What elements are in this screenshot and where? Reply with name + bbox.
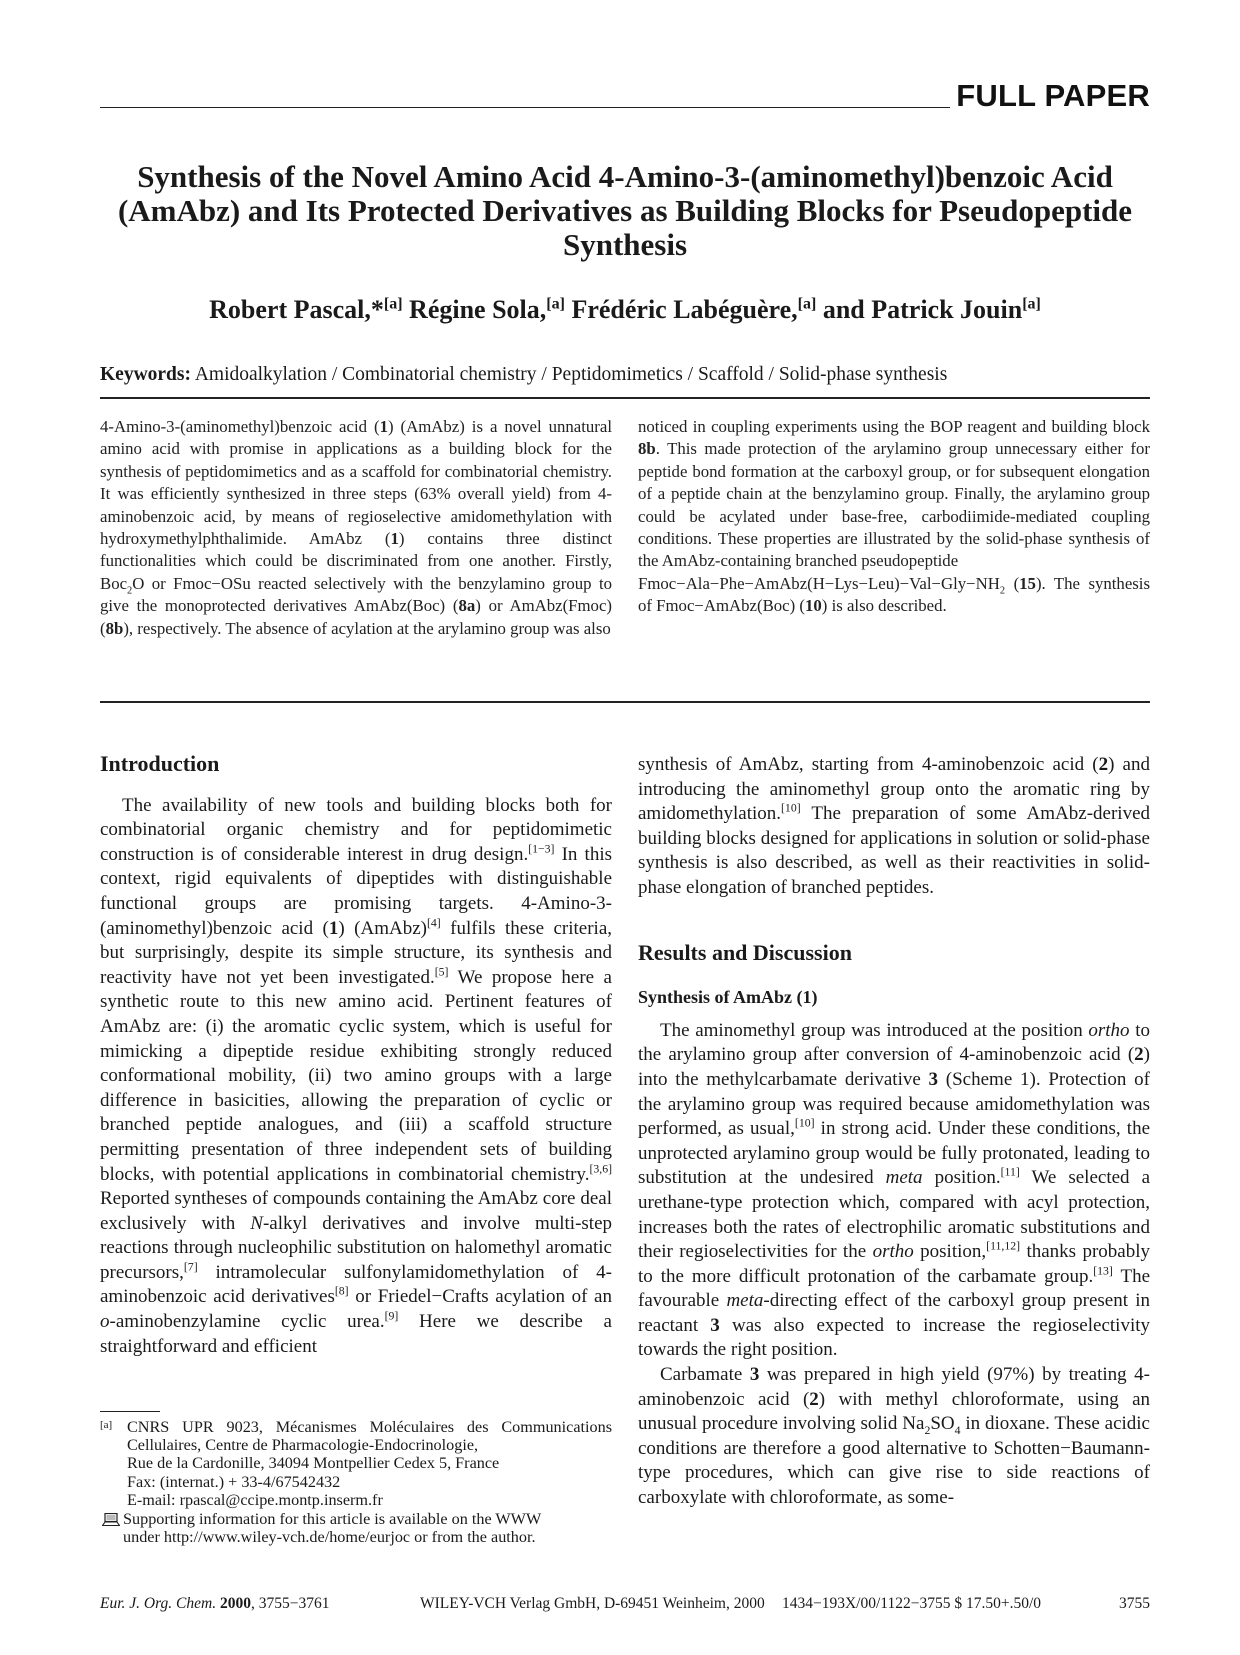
footnote-fax: Fax: (internat.) + 33-4/67542432: [127, 1472, 341, 1491]
footnote-email: E-mail: rpascal@ccipe.montp.inserm.fr: [127, 1490, 383, 1509]
journal-year: 2000: [219, 1595, 251, 1612]
footnote-address: Rue de la Cardonille, 34094 Montpellier Cedex 5, France: [127, 1454, 500, 1473]
article-title: Synthesis of the Novel Amino Acid 4-Amino-3-(aminomethyl)benzoic Acid (AmAbz) and Its Protected Derivatives as Building Blocks for Pseudopeptide Synthesis: [117, 159, 1133, 262]
footnote-mark: [a]: [100, 1419, 113, 1431]
abstract-top-rule: [100, 397, 1150, 399]
affiliation-mark: [a]: [797, 295, 817, 313]
publisher: WILEY-VCH Verlag GmbH, D-69451 Weinheim, 2000: [420, 1595, 765, 1612]
body-paragraph: Carbamate 3 was prepared in high yield (97%) by treating 4-aminobenzoic acid (2) with methyl chloroformate, using an unusual procedure involving solid $Na_2SO_4$ in dioxane. These acidic conditions are therefore a good alternative to Schotten−Baumann-type procedures, which can give rise to side reactions of carboxylate with chloroformate, as some-: [638, 1364, 1150, 1509]
body-paragraph: The aminomethyl group was introduced at the position ortho to the arylamino group after conversion of 4-aminobenzoic acid (2) into the methylcarbamate derivative 3 (Scheme 1). Protection of the arylamino group was required because amidomethylation was performed, as usual,[10] in strong acid. Under these conditions, the unprotected arylamino group would be fully protonated, leading to substitution at the undesired meta position.[11] We selected a urethane-type protection which, compared with acyl protection, increases both the rates of electrophilic aromatic substitutions and their regioselectivities for the ortho position,[11,12] thanks probably to the more difficult protonation of the carbamate group.[13] The favourable meta-directing effect of the carboxyl group present in reactant 3 was also expected to increase the regioselectivity towards the right position.: [638, 1019, 1151, 1361]
affiliation-mark: [a]: [383, 295, 403, 313]
body-paragraph: The availability of new tools and building blocks both for combinatorial organic chemistry and for peptidomimetic construction is of considerable interest in drug design.[1−3] In this context, rigid equivalents of dipeptides with distinguishable functional groups are promising targets. 4-Amino-3-(aminomethyl)benzoic acid (1) (AmAbz)[4] fulfils these criteria, but surprisingly, despite its simple structure, its synthesis and reactivity have not yet been investigated.[5] We propose here a synthetic route to this new amino acid. Pertinent features of AmAbz are: (i) the aromatic cyclic system, which is useful for mimicking a dipeptide residue exhibiting strongly reduced conformational mobility, (ii) two amino groups with a large difference in basicities, allowing the preparation of cyclic or branched peptide analogues, and (iii) a scaffold structure permitting presentation of three independent sets of building blocks, with potential applications in combinatorial chemistry.[3,6] Reported syntheses of compounds containing the AmAbz core deal exclusively with N-alkyl derivatives and involve multi-step reactions through nucleophilic substitution on halomethyl aromatic precursors,[7] intramolecular sulfonylamidomethylation of 4-aminobenzoic acid derivatives[8] or Friedel−Crafts acylation of an o-aminobenzylamine cyclic urea.[9] Here we describe a straightforward and efficient: [100, 794, 613, 1357]
body-right-column: [638, 753, 1150, 1511]
author-name: Robert Pascal,*: [209, 295, 384, 324]
author-name: and Patrick Jouin: [822, 295, 1023, 324]
abstract-paragraph: 4-Amino-3-(aminomethyl)benzoic acid (1) (AmAbz) is a novel unnatural amino acid with promise in applications as a building block for the synthesis of peptidomimetics and as a scaffold for combinatorial chemistry. It was efficiently synthesized in three steps (63% overall yield) from 4-aminobenzoic acid, by means of regioselective amidomethylation with hydroxymethylphthalimide. AmAbz (1) contains three distinct functionalities which could be discriminated from one another. Firstly, Boc$_2$O or Fmoc−OSu reacted selectively with the benzylamino group to give the monoprotected derivatives AmAbz(Boc) (8a) or AmAbz(Fmoc) (8b), respectively. The absence of acylation at the arylamino group was also: [100, 417, 613, 638]
author-name: Frédéric Labéguère,: [571, 295, 798, 324]
abstract-right-column: [638, 416, 1150, 618]
abstract-bottom-rule: [100, 701, 1150, 703]
author-list: [100, 295, 1150, 325]
supporting-info: [100, 1510, 612, 1546]
citation: [100, 1595, 329, 1613]
section-label: FULL PAPER: [956, 78, 1150, 113]
header-rule: [100, 107, 950, 108]
issn: 1434−193X/00/1122−3755 $ 17.50+.50/0: [782, 1595, 1042, 1612]
section-heading: Results and Discussion: [638, 939, 852, 965]
affiliation-mark: [a]: [546, 295, 565, 313]
footnote-rule: [100, 1411, 160, 1412]
affiliation-mark: [a]: [1022, 295, 1041, 313]
journal-pages: , 3755−3761: [250, 1595, 330, 1612]
body-left-column: [100, 752, 612, 1359]
keywords-text: Amidoalkylation / Combinatorial chemistry / Peptidomimetics / Scaffold / Solid-phase synthesis: [194, 364, 948, 385]
footnote-affiliation: CNRS UPR 9023, Mécanismes Moléculaires des Communications Cellulaires, Centre de Pharmacologie-Endocrinologie,: [127, 1418, 612, 1455]
computer-icon: [102, 1513, 120, 1526]
subsection-heading: Synthesis of AmAbz (1): [638, 987, 818, 1008]
section-heading: Introduction: [100, 751, 220, 776]
body-paragraph: synthesis of AmAbz, starting from 4-aminobenzoic acid (2) and introducing the aminomethyl group onto the aromatic ring by amidomethylation.[10] The preparation of some AmAbz-derived building blocks designed for applications in solution or solid-phase synthesis is also described, as well as their reactivities in solid-phase elongation of branched peptides.: [638, 754, 1150, 898]
supporting-info-line: under http://www.wiley-vch.de/home/eurjoc or from the author.: [123, 1528, 536, 1547]
supporting-info-line: Supporting information for this article is available on the WWW: [123, 1510, 542, 1529]
author-name: Régine Sola,: [409, 295, 547, 324]
page-number: 3755: [1119, 1595, 1150, 1612]
keywords-label: Keywords:: [100, 364, 191, 385]
abstract-left-column: [100, 416, 612, 640]
keywords: [100, 364, 947, 386]
abstract-paragraph: noticed in coupling experiments using the BOP reagent and building block 8b. This made protection of the arylamino group unnecessary either for peptide bond formation at the carboxyl group, or for subsequent elongation of a peptide chain at the benzylamino group. Finally, the arylamino group could be acylated under base-free, carbodiimide-mediated coupling conditions. These properties are illustrated by the solid-phase synthesis of the AmAbz-containing branched pseudopeptide $Fmoc-Ala-Phe-AmAbz(H-Lys-Leu)-Val-Gly-NH_2$ (15). The synthesis of Fmoc−AmAbz(Boc) (10) is also described.: [638, 417, 1150, 616]
footnote: [100, 1418, 612, 1546]
journal-name: Eur. J. Org. Chem.: [100, 1595, 217, 1612]
